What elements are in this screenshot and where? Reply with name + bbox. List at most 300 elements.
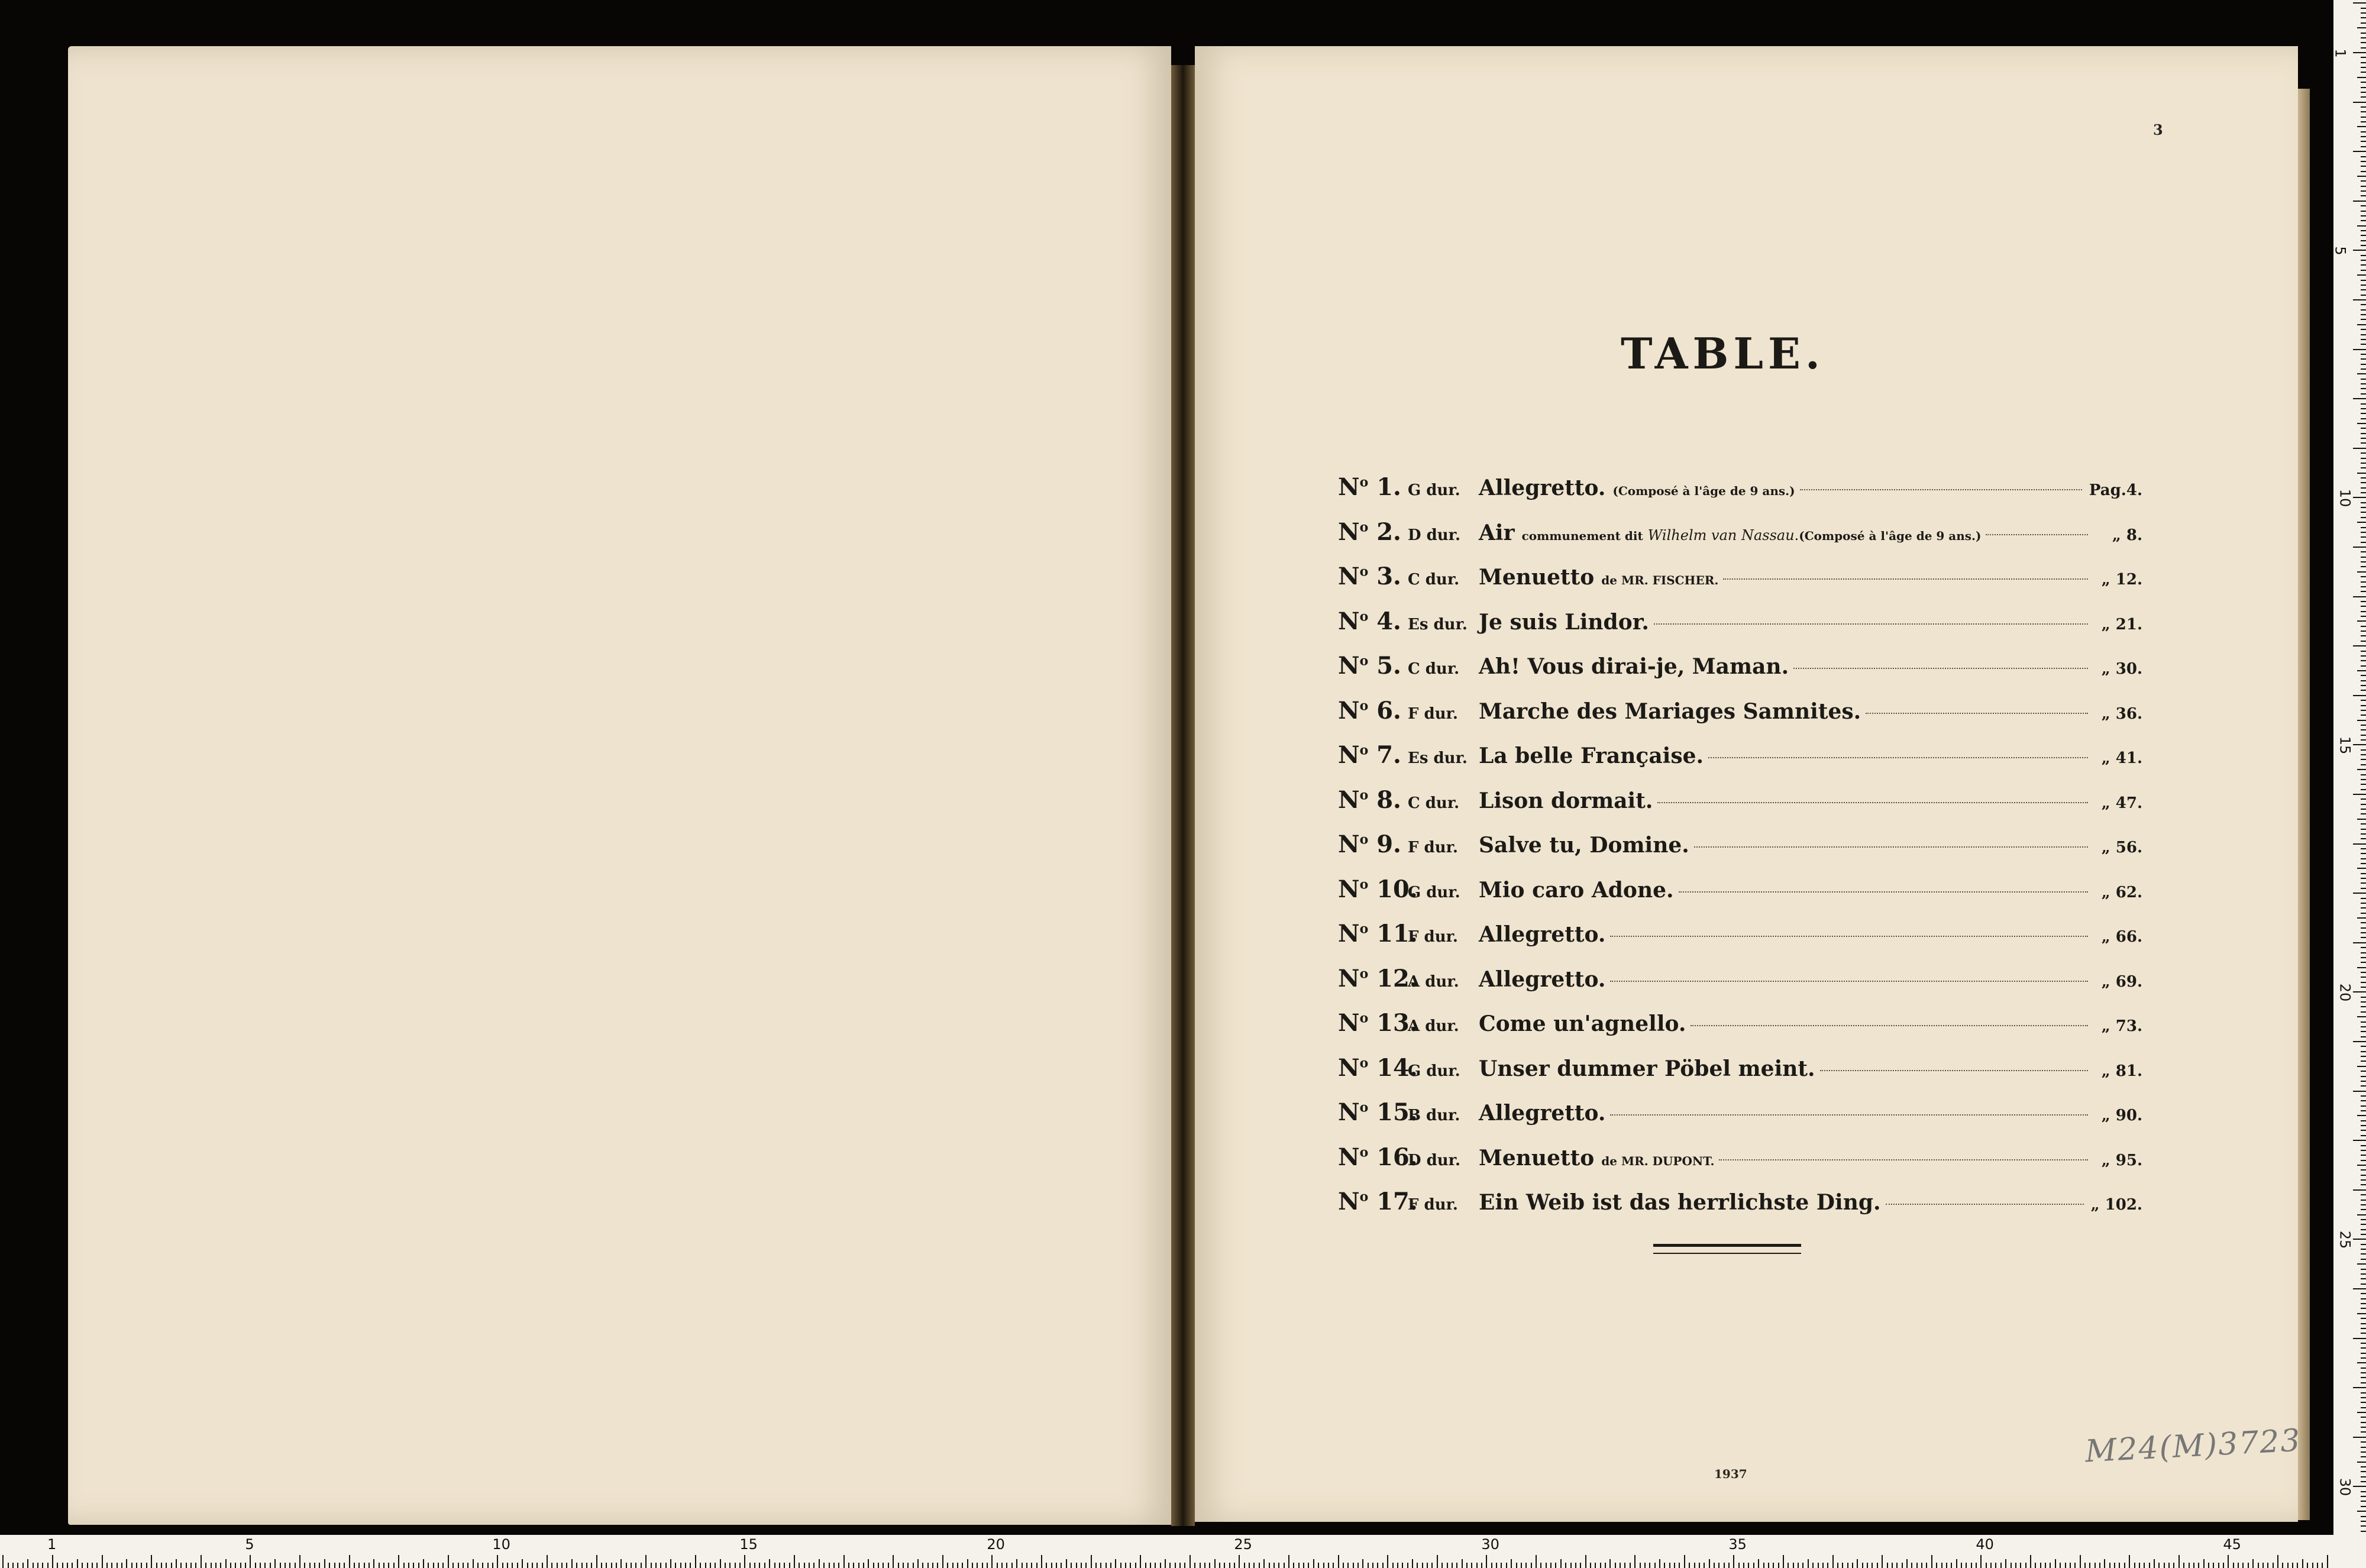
ruler-tick (2361, 190, 2366, 192)
ruler-tick (1308, 1563, 1309, 1568)
ruler-tick (2292, 1563, 2293, 1568)
ruler-tick (2361, 57, 2366, 58)
ruler-tick (2060, 1563, 2061, 1568)
ruler-tick (863, 1563, 864, 1568)
ruler-tick (235, 1563, 236, 1568)
ruler-tick (2361, 1293, 2366, 1294)
ruler-tick (1441, 1563, 1443, 1568)
ruler-tick (2361, 72, 2366, 73)
ruler-tick (1733, 1555, 1734, 1568)
ruler-tick (2361, 700, 2366, 701)
ruler-tick (1818, 1563, 1819, 1568)
ruler-tick (314, 1563, 315, 1568)
ruler-tick (2357, 819, 2366, 820)
ruler-tick (2361, 1521, 2366, 1522)
ruler-tick (1273, 1563, 1275, 1568)
ruler-tick (1798, 1563, 1799, 1568)
ruler-tick (1565, 1563, 1566, 1568)
ruler-tick (2361, 1200, 2366, 1201)
ruler-tick (1555, 1563, 1556, 1568)
ruler-tick (2015, 1563, 2016, 1568)
ruler-tick (245, 1563, 246, 1568)
ruler-tick (1609, 1559, 1611, 1568)
ruler-tick (2353, 102, 2366, 103)
ruler-tick (2361, 1431, 2366, 1433)
ruler-tick (517, 1563, 518, 1568)
ruler-tick (1753, 1563, 1754, 1568)
ruler-tick (2361, 215, 2366, 216)
ruler-label: 1 (47, 1536, 57, 1553)
ruler-tick (2361, 1120, 2366, 1121)
ruler-tick (2361, 295, 2366, 296)
ruler-tick (497, 1555, 498, 1568)
ruler-tick (1758, 1559, 1759, 1568)
ruler-tick (2242, 1563, 2244, 1568)
ruler-tick (1560, 1559, 1562, 1568)
ruler-tick (2357, 967, 2366, 968)
entry-page: „ 81. (2101, 1062, 2142, 1080)
ruler-tick (1239, 1555, 1240, 1568)
ruler-tick (106, 1563, 108, 1568)
ruler-tick (1357, 1563, 1359, 1568)
ruler-tick (2361, 690, 2366, 691)
ruler-tick (161, 1563, 162, 1568)
ruler-label: 20 (987, 1536, 1005, 1553)
ruler-tick (2361, 1105, 2366, 1107)
ruler-tick (354, 1563, 355, 1568)
entry-page: „ 56. (2101, 839, 2142, 856)
ruler-tick (180, 1563, 182, 1568)
ruler-tick (27, 1559, 28, 1568)
ruler-tick (1906, 1559, 1908, 1568)
ruler-tick (2361, 106, 2366, 108)
ruler-tick (1452, 1563, 1453, 1568)
ruler-tick (2357, 1165, 2366, 1166)
ruler-tick (1531, 1563, 1532, 1568)
toc-entry (1338, 1009, 2142, 1054)
ruler-tick (2361, 1011, 2366, 1013)
ruler-tick (2361, 962, 2366, 963)
ruler-tick (764, 1563, 765, 1568)
entry-page: „ 62. (2101, 883, 2142, 901)
ruler-tick (2273, 1563, 2274, 1568)
ruler-tick (2040, 1563, 2041, 1568)
ruler-tick (2361, 759, 2366, 760)
ruler-tick (2357, 1362, 2366, 1363)
ruler-tick (2361, 220, 2366, 221)
ruler-tick (2361, 764, 2366, 765)
ruler-tick (393, 1563, 395, 1568)
ruler-tick (8, 1563, 9, 1568)
toc-entry (1338, 697, 2142, 742)
ruler-tick (611, 1563, 612, 1568)
ruler-tick (2361, 809, 2366, 810)
ruler-tick (2213, 1563, 2214, 1568)
ruler-tick (1605, 1563, 1606, 1568)
ruler-tick (829, 1563, 830, 1568)
entry-key: G dur. (1408, 1062, 1460, 1080)
ruler-tick (1407, 1563, 1408, 1568)
ruler-tick (641, 1563, 642, 1568)
ruler-tick (927, 1563, 929, 1568)
entry-number: $N^o$ 10. (1338, 875, 1418, 903)
ruler-tick (2361, 408, 2366, 409)
ruler-tick (1521, 1563, 1522, 1568)
ruler-tick (1016, 1559, 1017, 1568)
ruler-tick (2361, 903, 2366, 904)
ruler-tick (1956, 1559, 1957, 1568)
entry-title: Come un'agnello. (1479, 1011, 1686, 1036)
ruler-tick (2357, 917, 2366, 919)
toc-entry (1338, 652, 2142, 697)
ruler-tick (2361, 1451, 2366, 1453)
ruler-tick (2361, 92, 2366, 93)
ruler-tick (403, 1563, 405, 1568)
ruler-tick (1788, 1563, 1789, 1568)
ruler-tick (1001, 1563, 1003, 1568)
ruler-tick (2361, 907, 2366, 909)
ruler-tick (2361, 1194, 2366, 1195)
ruler-tick (1976, 1563, 1977, 1568)
ruler-tick (2361, 1160, 2366, 1161)
ruler-tick (1190, 1555, 1191, 1568)
ruler-tick (715, 1563, 716, 1568)
ruler-tick (423, 1559, 424, 1568)
ruler-tick (2361, 235, 2366, 236)
ruler-tick (2361, 641, 2366, 642)
ruler-tick (2361, 715, 2366, 716)
ruler-tick (2020, 1563, 2021, 1568)
ruler-tick (774, 1563, 775, 1568)
ruler-tick (576, 1563, 577, 1568)
ruler-tick (1684, 1555, 1685, 1568)
ruler-tick (2361, 1095, 2366, 1097)
ruler-tick (1036, 1563, 1037, 1568)
ruler-tick (2353, 349, 2366, 350)
ruler-tick (2353, 1288, 2366, 1289)
ruler-tick (1269, 1563, 1270, 1568)
ruler-tick (2228, 1555, 2229, 1568)
ruler-tick (1966, 1563, 1967, 1568)
ruler-tick (1946, 1563, 1947, 1568)
ruler-tick (364, 1563, 365, 1568)
ruler-tick (2361, 1377, 2366, 1378)
ruler-tick (433, 1563, 434, 1568)
ruler-tick (2353, 1387, 2366, 1388)
entry-key: A dur. (1408, 1017, 1459, 1035)
ruler-tick (186, 1563, 187, 1568)
ruler-tick (2361, 8, 2366, 9)
ruler-tick (102, 1555, 103, 1568)
ruler-tick (379, 1563, 380, 1568)
ruler-tick (82, 1563, 83, 1568)
ruler-tick (473, 1559, 474, 1568)
ruler-tick (2198, 1563, 2199, 1568)
ruler-tick (1877, 1563, 1878, 1568)
ruler-tick (2357, 1115, 2366, 1116)
ruler-tick (2361, 42, 2366, 43)
ruler-tick (2070, 1563, 2071, 1568)
ruler-tick (1595, 1563, 1596, 1568)
ruler-tick (2353, 398, 2366, 399)
ruler-tick (33, 1563, 34, 1568)
ruler-tick (2361, 1021, 2366, 1023)
ruler-tick (413, 1563, 414, 1568)
ruler-tick (794, 1555, 795, 1568)
vertical-scale-ruler (2333, 0, 2366, 1568)
ruler-tick (2361, 729, 2366, 730)
ruler-tick (1169, 1563, 1171, 1568)
ruler-tick (2361, 205, 2366, 206)
ruler-tick (1896, 1563, 1898, 1568)
ruler-tick (2361, 141, 2366, 142)
ruler-tick (1140, 1555, 1141, 1568)
ruler-tick (1822, 1563, 1824, 1568)
ruler-tick (2361, 329, 2366, 330)
ruler-tick (467, 1563, 468, 1568)
ruler-label: 10 (492, 1536, 510, 1553)
ruler-tick (1328, 1563, 1329, 1568)
ruler-tick (2361, 512, 2366, 513)
ruler-tick (616, 1563, 617, 1568)
ruler-tick (2361, 87, 2366, 88)
toc-entry (1338, 830, 2142, 875)
ruler-tick (2139, 1563, 2140, 1568)
ruler-tick (1971, 1563, 1972, 1568)
entry-key: C dur. (1408, 571, 1460, 589)
ruler-tick (1397, 1563, 1398, 1568)
ruler-tick (2361, 774, 2366, 775)
ruler-tick (1110, 1563, 1111, 1568)
ruler-tick (2361, 536, 2366, 538)
ruler-tick (1511, 1559, 1512, 1568)
ruler-tick (2361, 12, 2366, 14)
ruler-tick (250, 1555, 251, 1568)
ruler-tick (289, 1563, 290, 1568)
ruler-tick (1704, 1563, 1705, 1568)
ruler-tick (2361, 1303, 2366, 1304)
ruler-tick (2353, 2, 2366, 4)
entry-page: „ 69. (2101, 972, 2142, 991)
ruler-tick (2277, 1555, 2278, 1568)
entry-title: Air (1479, 520, 1515, 545)
ruler-tick (2361, 660, 2366, 661)
ruler-tick (47, 1563, 49, 1568)
toc-entry (1338, 920, 2142, 965)
ruler-tick (690, 1563, 691, 1568)
ruler-tick (2189, 1563, 2190, 1568)
ruler-tick (1100, 1563, 1101, 1568)
ruler-tick (319, 1563, 320, 1568)
ruler-tick (2361, 601, 2366, 602)
entry-title: Lison dormait. (1479, 788, 1653, 813)
ruler-tick (744, 1555, 745, 1568)
ruler-tick (299, 1555, 300, 1568)
ruler-tick (2357, 176, 2366, 177)
entry-page: „ 47. (2101, 794, 2142, 812)
ruler-label: 35 (1728, 1536, 1747, 1553)
ruler-tick (838, 1563, 839, 1568)
ruler-tick (1802, 1563, 1803, 1568)
ruler-tick (1857, 1559, 1858, 1568)
ruler-tick (2124, 1563, 2125, 1568)
ruler-tick (1244, 1563, 1245, 1568)
dot-leader (1793, 668, 2088, 669)
ruler-tick (1773, 1563, 1774, 1568)
ruler-tick (660, 1563, 661, 1568)
ruler-tick (705, 1563, 706, 1568)
ruler-tick (581, 1563, 583, 1568)
ruler-tick (2361, 779, 2366, 780)
ruler-tick (1491, 1563, 1492, 1568)
toc-entry (1338, 1054, 2142, 1099)
ruler-tick (2361, 1343, 2366, 1344)
ruler-tick (1155, 1563, 1156, 1568)
ruler-tick (2361, 586, 2366, 587)
ruler-tick (2361, 829, 2366, 830)
ruler-tick (620, 1559, 622, 1568)
ruler-tick (2353, 1140, 2366, 1141)
ruler-tick (2030, 1555, 2031, 1568)
ruler-tick (57, 1563, 58, 1568)
ruler-tick (804, 1563, 805, 1568)
ruler-tick (695, 1555, 696, 1568)
ruler-tick (334, 1563, 335, 1568)
ruler-tick (2361, 1269, 2366, 1270)
ruler-tick (2357, 1313, 2366, 1314)
toc-entry (1338, 518, 2142, 563)
ruler-tick (1832, 1555, 1834, 1568)
ruler-tick (2361, 581, 2366, 583)
ruler-tick (1516, 1563, 1517, 1568)
ruler-tick (2361, 1407, 2366, 1408)
ruler-tick (2361, 230, 2366, 231)
ruler-tick (2353, 547, 2366, 548)
entry-number: $N^o$ 6. (1338, 696, 1401, 725)
ruler-tick (2361, 1456, 2366, 1457)
ruler-tick (2361, 1318, 2366, 1319)
ruler-tick (2144, 1563, 2145, 1568)
ruler-tick (2361, 1466, 2366, 1467)
ruler-tick (2361, 858, 2366, 859)
ruler-tick (344, 1563, 345, 1568)
ruler-tick (96, 1563, 98, 1568)
ruler-tick (1135, 1563, 1136, 1568)
ruler-tick (156, 1563, 157, 1568)
ruler-tick (1916, 1563, 1918, 1568)
ruler-tick (136, 1563, 137, 1568)
ruler-tick (230, 1563, 231, 1568)
ruler-tick (2000, 1563, 2002, 1568)
ruler-tick (2361, 1476, 2366, 1478)
ruler-tick (903, 1563, 904, 1568)
ruler-tick (631, 1563, 632, 1568)
entry-title: Salve tu, Domine. (1479, 833, 1689, 858)
ruler-tick (2129, 1555, 2130, 1568)
ruler-tick (1872, 1563, 1873, 1568)
ruler-tick (1654, 1563, 1656, 1568)
ruler-tick (2361, 735, 2366, 736)
ruler-tick (2287, 1563, 2289, 1568)
ruler-tick (1249, 1563, 1250, 1568)
ruler-tick (2361, 557, 2366, 558)
ruler-tick (2361, 121, 2366, 122)
ruler-tick (309, 1563, 311, 1568)
ruler-tick (1377, 1563, 1378, 1568)
ruler-tick (2357, 126, 2366, 127)
toc-entry (1338, 786, 2142, 831)
entry-page: „ 30. (2101, 660, 2142, 678)
ruler-tick (458, 1563, 459, 1568)
ruler-tick (2353, 744, 2366, 745)
ruler-tick (2357, 1016, 2366, 1017)
ruler-tick (2361, 393, 2366, 395)
dot-leader (1723, 578, 2088, 580)
ruler-tick (190, 1563, 192, 1568)
entry-key: G dur. (1408, 481, 1460, 499)
entry-title: Je suis Lindor. (1479, 609, 1649, 635)
ruler-tick (819, 1559, 820, 1568)
ruler-tick (1506, 1563, 1507, 1568)
ruler-tick (418, 1563, 419, 1568)
ruler-tick (2361, 591, 2366, 592)
dot-leader (1719, 1159, 2088, 1160)
ruler-tick (1476, 1563, 1478, 1568)
entry-title: Menuetto (1479, 565, 1595, 590)
ruler-tick (2361, 1006, 2366, 1007)
ruler-tick (22, 1563, 24, 1568)
entry-key: D dur. (1408, 526, 1461, 544)
table-of-contents (1338, 473, 2142, 1233)
ruler-tick (2361, 487, 2366, 489)
ruler-tick (2353, 52, 2366, 53)
ruler-tick (1812, 1563, 1814, 1568)
ruler-tick (2357, 670, 2366, 671)
ruler-tick (1125, 1563, 1126, 1568)
ruler-tick (1590, 1563, 1591, 1568)
toc-entry (1338, 741, 2142, 786)
ruler-tick (2361, 1244, 2366, 1245)
ruler-tick (1496, 1563, 1497, 1568)
ruler-tick (729, 1563, 731, 1568)
ruler-tick (1091, 1555, 1092, 1568)
ruler-tick (813, 1563, 814, 1568)
ruler-tick (1620, 1563, 1621, 1568)
ruler-tick (1382, 1563, 1384, 1568)
ruler-tick (2357, 225, 2366, 227)
ruler-tick (176, 1559, 177, 1568)
ruler-tick (2361, 438, 2366, 439)
ruler-tick (1714, 1563, 1715, 1568)
ruler-tick (759, 1563, 760, 1568)
entry-title: Ein Weib ist das herrlichste Ding. (1479, 1190, 1881, 1215)
ruler-tick (1540, 1563, 1541, 1568)
ruler-tick (769, 1559, 770, 1568)
ruler-tick (1071, 1563, 1072, 1568)
ruler-tick (2361, 17, 2366, 18)
ruler-tick (606, 1563, 607, 1568)
ruler-tick (1160, 1563, 1161, 1568)
ruler-tick (2357, 423, 2366, 424)
ruler-tick (952, 1563, 953, 1568)
dot-leader (1886, 1204, 2084, 1205)
decorative-rule (1653, 1244, 1801, 1254)
ruler-tick (2361, 492, 2366, 493)
toc-entry (1338, 473, 2142, 518)
ruler-tick (2357, 1511, 2366, 1512)
ruler-tick (2357, 571, 2366, 573)
ruler-tick (1362, 1559, 1363, 1568)
